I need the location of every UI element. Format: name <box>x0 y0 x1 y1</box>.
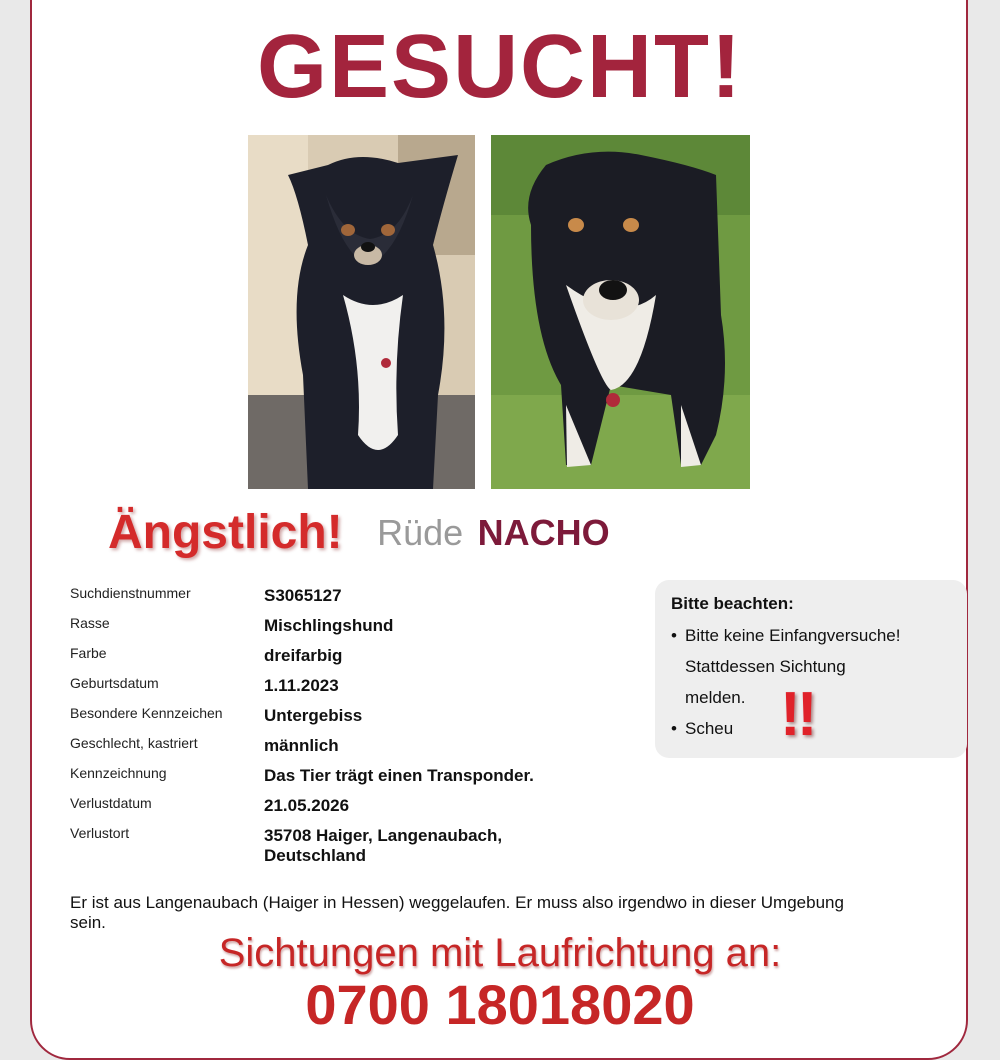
details-value: männlich <box>264 736 339 755</box>
details-row <box>70 615 630 645</box>
anxious-warning: Ängstlich! <box>108 506 343 559</box>
details-row <box>70 675 630 705</box>
phone-number: 0700 18018020 <box>305 973 695 1036</box>
details-label: Geburtsdatum <box>70 675 159 691</box>
details-label: Farbe <box>70 645 107 661</box>
dog-photo-outdoor <box>491 135 750 489</box>
headline <box>108 505 610 565</box>
details-label: Suchdienstnummer <box>70 585 191 601</box>
dog-sex: Rüde <box>377 511 464 553</box>
notice-title: Bitte beachten: <box>671 594 794 613</box>
call-to-action: Sichtungen mit Laufrichtung an: <box>218 931 782 975</box>
details-value: Untergebiss <box>264 706 363 725</box>
details-value: Mischlingshund <box>264 616 394 635</box>
details-label: Geschlecht, kastriert <box>70 735 198 751</box>
details-value: 21.05.2026 <box>264 796 350 815</box>
notice-item-continued <box>685 682 951 713</box>
details-value: dreifarbig <box>264 646 343 665</box>
dog-name: NACHO <box>477 511 610 553</box>
details-label: Besondere Kennzeichen <box>70 705 223 721</box>
details-row <box>70 735 630 765</box>
details-table <box>70 585 630 875</box>
notice-item <box>685 620 951 651</box>
details-value: 1.11.2023 <box>264 676 339 695</box>
notice-item-continued <box>685 651 951 682</box>
details-value: 35708 Haiger, Langenaubach, Deutschland <box>264 826 503 865</box>
notice-text: melden. <box>685 688 746 707</box>
details-row <box>70 765 630 795</box>
poster-title: GESUCHT! <box>257 17 743 117</box>
details-row <box>70 825 630 875</box>
details-label: Verlustdatum <box>70 795 152 811</box>
notice-item <box>685 713 951 744</box>
details-label: Verlustort <box>70 825 130 841</box>
details-value: S3065127 <box>264 586 342 605</box>
dog-photo-indoor <box>248 135 475 489</box>
details-row <box>70 795 630 825</box>
details-row <box>70 645 630 675</box>
notice-text: Stattdessen Sichtung <box>685 657 846 676</box>
details-row <box>70 585 630 615</box>
details-label: Rasse <box>70 615 110 631</box>
details-label: Kennzeichnung <box>70 765 167 781</box>
description: Er ist aus Langenaubach (Haiger in Hessen) weggelaufen. Er muss also irgendwo in dieser Umgebung sein. <box>70 893 844 932</box>
notice-text: Bitte keine Einfangversuche! <box>685 626 901 645</box>
details-row <box>70 705 630 735</box>
notice-text: Scheu <box>685 719 734 738</box>
double-exclamation-icon: ‼ <box>780 680 818 749</box>
details-value: Das Tier trägt einen Transponder. <box>264 766 534 785</box>
